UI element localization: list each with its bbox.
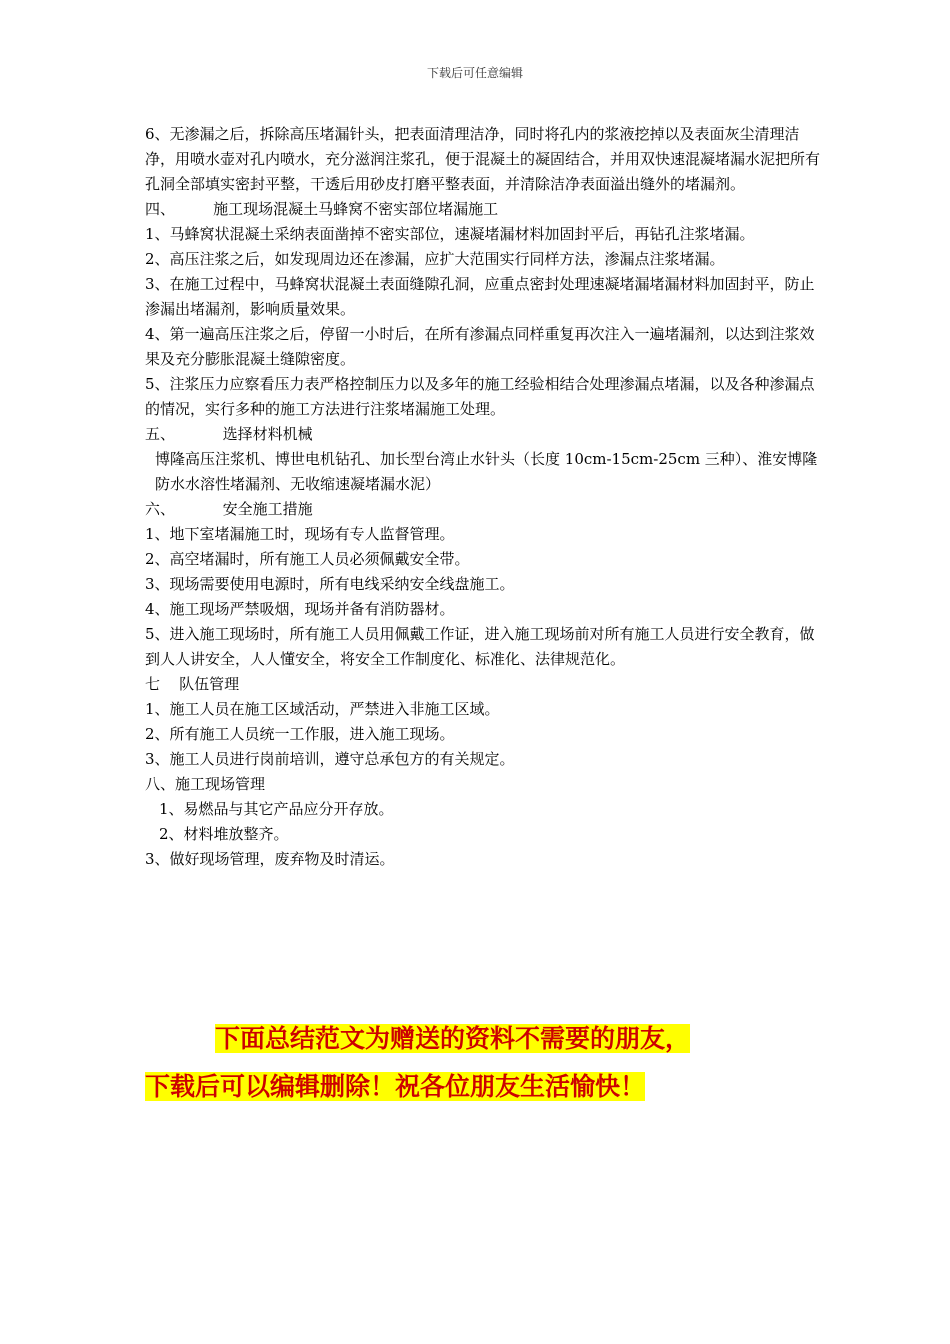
paragraph-6-3: 3、现场需要使用电源时，所有电线采纳安全线盘施工。 [145,575,515,593]
document-body [145,122,825,872]
paragraph-4-1: 1、马蜂窝状混凝土采纳表面凿掉不密实部位，速凝堵漏材料加固封平后，再钻孔注浆堵漏。 [145,225,755,243]
paragraph-6-2: 2、高空堵漏时，所有施工人员必须佩戴安全带。 [145,550,470,568]
promo-line-2-text: 下载后可以编辑删除！祝各位朋友生活愉快！ [145,1072,646,1101]
paragraph-materials: 博隆高压注浆机、博世电机钻孔、加长型台湾止水针头（长度 10cm-15cm-25cm 三种）、淮安博隆防水水溶性堵漏剂、无收缩速凝堵漏水泥） [155,450,818,493]
paragraph-6-4: 4、施工现场严禁吸烟，现场并备有消防器材。 [145,600,455,618]
paragraph-8-3: 3、做好现场管理，废弃物及时清运。 [145,850,395,868]
paragraph-step-6: 6、无渗漏之后，拆除高压堵漏针头，把表面清理洁净，同时将孔内的浆液挖掉以及表面灰尘清理洁净，用喷水壶对孔内喷水，充分滋润注浆孔，便于混凝土的凝固结合，并用双快速混凝堵漏水泥把所有孔洞全部填实密封平整，干透后用砂皮打磨平整表面，并清除洁净表面溢出缝外的堵漏剂。 [145,125,821,193]
promo-line-2 [145,1070,645,1104]
section-heading-6: 六、 安全施工措施 [145,500,313,518]
section-heading-8: 八、施工现场管理 [145,775,266,793]
paragraph-7-2: 2、所有施工人员统一工作服，进入施工现场。 [145,725,455,743]
paragraph-7-3: 3、施工人员进行岗前培训，遵守总承包方的有关规定。 [145,750,515,768]
paragraph-4-4: 4、第一遍高压注浆之后，停留一小时后，在所有渗漏点同样重复再次注入一遍堵漏剂，以达到注浆效果及充分膨胀混凝土缝隙密度。 [145,325,815,368]
page-header: 下载后可任意编辑 [426,66,523,80]
paragraph-6-1: 1、地下室堵漏施工时，现场有专人监督管理。 [145,525,455,543]
section-heading-4: 四、 施工现场混凝土马蜂窝不密实部位堵漏施工 [145,200,499,218]
paragraph-6-5: 5、进入施工现场时，所有施工人员用佩戴工作证，进入施工现场前对所有施工人员进行安全教育，做到人人讲安全，人人懂安全，将安全工作制度化、标准化、法律规范化。 [145,625,815,668]
paragraph-4-3: 3、在施工过程中，马蜂窝状混凝土表面缝隙孔洞，应重点密封处理速凝堵漏堵漏材料加固封平，防止渗漏出堵漏剂，影响质量效果。 [145,275,815,318]
paragraph-4-2: 2、高压注浆之后，如发现周边还在渗漏，应扩大范围实行同样方法，渗漏点注浆堵漏。 [145,250,725,268]
promo-line-1 [145,1022,690,1056]
section-heading-5: 五、 选择材料机械 [145,425,313,443]
promo-line-1-text: 下面总结范文为赠送的资料不需要的朋友， [215,1024,691,1053]
section-heading-7: 七 队伍管理 [145,675,240,693]
paragraph-8-1: 1、易燃品与其它产品应分开存放。 [159,800,394,818]
paragraph-7-1: 1、施工人员在施工区域活动，严禁进入非施工区域。 [145,700,500,718]
paragraph-4-5: 5、注浆压力应察看压力表严格控制压力以及多年的施工经验相结合处理渗漏点堵漏，以及各种渗漏点的情况，实行多种的施工方法进行注浆堵漏施工处理。 [145,375,815,418]
paragraph-8-2: 2、材料堆放整齐。 [159,825,289,843]
